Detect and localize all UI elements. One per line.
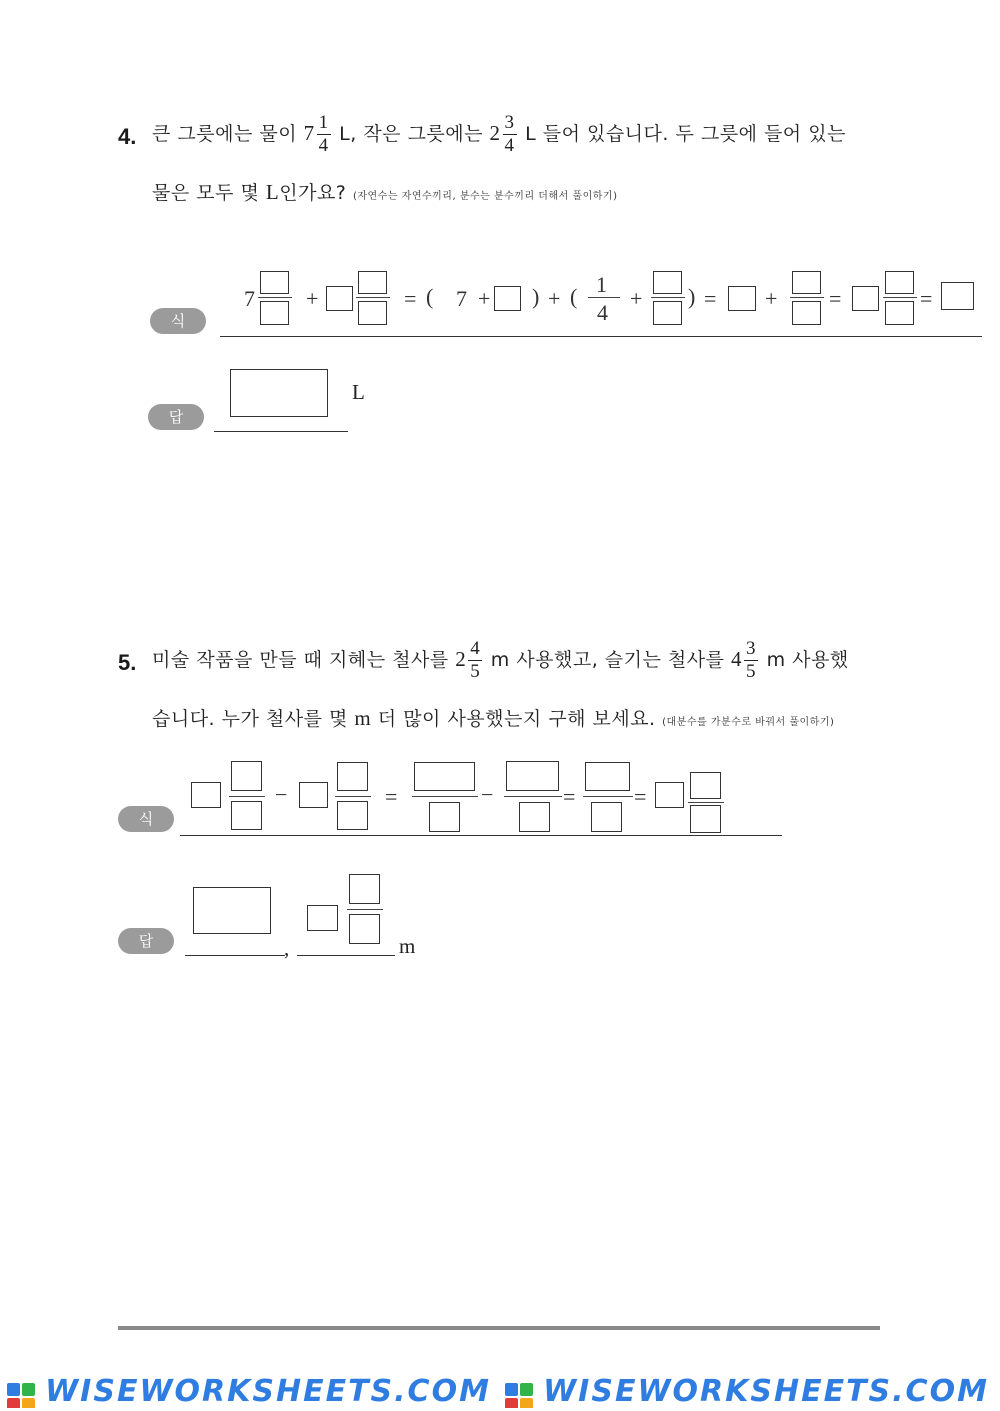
q5-final-fraction-bar: [347, 909, 383, 910]
q5-den-b: 5: [746, 661, 757, 682]
question-4-line-1: [152, 112, 846, 157]
q4-equals-4: =: [920, 286, 933, 311]
q4-whole-a: 7: [303, 121, 315, 145]
q4-den-a: 4: [318, 135, 329, 156]
q4-eq-frac-den: 4: [597, 300, 608, 325]
q4-text-b: L 들어 있습니다. 두 그릇에 들어 있는: [525, 123, 846, 145]
q5-answer-box-6-num[interactable]: [690, 772, 721, 799]
question-5-number: 5.: [118, 650, 137, 675]
q5-formula-line: [180, 835, 782, 836]
q5-answer-box-1-den[interactable]: [231, 801, 262, 830]
q5-answer-line-2: [297, 955, 395, 956]
q5-fraction-bar-1: [229, 796, 265, 797]
wise-logo-icon: [504, 1382, 534, 1409]
q4-inner-seven: 7: [456, 286, 467, 311]
q5-answer-box-6-whole[interactable]: [655, 782, 684, 808]
q5-minus-2: −: [481, 782, 494, 807]
q4-fraction-b: [503, 112, 517, 157]
q5-answer-box-4-den[interactable]: [519, 802, 550, 832]
footer-brand-1: [6, 1374, 500, 1408]
q4-num-a: 1: [318, 112, 329, 133]
q5-fraction-bar-4: [504, 796, 562, 797]
q4-plus-3: +: [548, 286, 561, 311]
q4-answer-box-2-num[interactable]: [358, 271, 387, 294]
q4-fraction-bar-1: [258, 297, 292, 298]
q5-equals-2: =: [563, 784, 576, 809]
q4-final-answer-box[interactable]: [230, 369, 328, 417]
q5-answer-box-4-num[interactable]: [506, 761, 559, 791]
q4-line2-unit: L: [265, 180, 280, 204]
q5-fraction-bar-5: [583, 796, 633, 797]
q4-fraction-bar-4: [651, 297, 685, 298]
q4-answer-box-4-num[interactable]: [653, 271, 682, 294]
q4-answer-box-7-whole[interactable]: [852, 286, 879, 311]
q4-formula-label: 식: [150, 308, 206, 334]
q5-answer-box-5-den[interactable]: [591, 802, 622, 832]
q4-den-b: 4: [504, 135, 515, 156]
q4-fraction-bar-7: [883, 297, 917, 298]
q4-unit-a: L, 작은 그릇에는: [339, 123, 483, 145]
q4-equals-2: =: [704, 286, 717, 311]
q4-fraction-bar-2: [356, 297, 390, 298]
q5-num-a: 4: [470, 638, 481, 659]
q4-close-paren-1: ): [532, 284, 540, 309]
q5-answer-box-3-num[interactable]: [414, 762, 475, 791]
q5-answer-line-1: [185, 955, 285, 956]
q4-answer-box-2-whole[interactable]: [326, 286, 353, 311]
q5-minus-1: −: [275, 782, 288, 807]
q5-line2-unit: m: [354, 706, 372, 730]
footer-rule: [118, 1326, 880, 1330]
q4-answer-box-4-den[interactable]: [653, 301, 682, 325]
q5-formula-label: 식: [118, 806, 174, 832]
q5-final-answer-den-box[interactable]: [349, 914, 380, 944]
q4-plus-2: +: [478, 286, 491, 311]
q4-answer-box-7-den[interactable]: [885, 301, 914, 325]
q5-answer-box-5-num[interactable]: [585, 762, 630, 791]
q5-answer-unit: m: [399, 934, 416, 958]
q4-line2-end: 인가요?: [279, 182, 347, 204]
q5-answer-comma: ,: [284, 936, 290, 960]
footer-brand-2: [504, 1374, 998, 1408]
q4-equals-1: =: [404, 286, 417, 311]
q4-whole-b: 2: [489, 121, 501, 145]
q4-answer-box-6-num[interactable]: [792, 271, 821, 294]
q4-close-paren-2: ): [688, 284, 696, 309]
q5-whole-b: 4: [731, 647, 743, 671]
q4-eq-frac-num: 1: [596, 272, 607, 297]
q4-open-paren-2: (: [570, 284, 578, 309]
q4-text-a: 큰 그릇에는 물이: [152, 123, 298, 145]
q5-equals-3: =: [634, 784, 647, 809]
q5-text-b: m 사용했고, 슬기는 철사를: [490, 649, 725, 671]
q4-eq-seven: 7: [244, 286, 255, 311]
q5-fraction-bar-3: [412, 796, 478, 797]
question-4-number: 4.: [118, 124, 137, 149]
q4-answer-box-1-den[interactable]: [260, 301, 289, 325]
q4-answer-box-8[interactable]: [941, 282, 974, 310]
q5-line2-end: 더 많이 사용했는지 구해 보세요.: [377, 708, 656, 730]
q4-fraction-bar-6: [790, 297, 824, 298]
q5-answer-box-3-den[interactable]: [429, 802, 460, 832]
q5-den-a: 5: [470, 661, 481, 682]
q4-answer-unit: L: [352, 380, 365, 404]
q4-num-b: 3: [504, 112, 515, 133]
footer-brand-text-1: WISEWORKSHEETS.COM: [45, 1374, 491, 1408]
q5-answer-box-6-den[interactable]: [690, 805, 721, 833]
q4-plus-4: +: [630, 286, 643, 311]
wise-logo-icon: [6, 1382, 36, 1409]
q5-fraction-bar-6: [688, 802, 724, 803]
q5-final-answer-whole-box[interactable]: [307, 905, 338, 931]
q4-fraction-a: [317, 112, 331, 157]
q4-answer-box-5[interactable]: [728, 286, 756, 311]
q4-answer-box-2-den[interactable]: [358, 301, 387, 325]
q4-formula-line: [220, 336, 982, 337]
q5-equals-1: =: [385, 784, 398, 809]
footer-brand-text-2: WISEWORKSHEETS.COM: [543, 1374, 989, 1408]
q5-fraction-b: [744, 638, 758, 683]
question-4-line-2: [152, 178, 618, 205]
q4-eq-frac-bar: [588, 297, 620, 298]
q5-answer-box-1-whole[interactable]: [191, 782, 221, 808]
q4-answer-box-1-num[interactable]: [260, 271, 289, 294]
q4-equals-3: =: [829, 286, 842, 311]
q4-line2: 물은 모두 몇: [152, 182, 260, 204]
q5-fraction-bar-2: [335, 796, 371, 797]
q4-answer-box-6-den[interactable]: [792, 301, 821, 325]
question-5-line-1: [152, 638, 849, 683]
q5-final-answer-name-box[interactable]: [193, 887, 271, 934]
q5-line2: 습니다. 누가 철사를 몇: [152, 708, 348, 730]
q5-text-c: m 사용했: [766, 649, 849, 671]
q5-num-b: 3: [746, 638, 757, 659]
q4-plus-1: +: [306, 286, 319, 311]
q4-answer-box-7-num[interactable]: [885, 271, 914, 294]
q4-open-paren-1: (: [426, 284, 434, 309]
q4-answer-label: 답: [148, 404, 204, 430]
q5-answer-label: 답: [118, 928, 174, 954]
q5-text-a: 미술 작품을 만들 때 지혜는 철사를: [152, 649, 449, 671]
q5-answer-box-2-whole[interactable]: [299, 782, 328, 808]
q5-answer-box-1-num[interactable]: [231, 761, 262, 791]
q5-hint: (대분수를 가분수로 바꿔서 풀이하기): [662, 717, 835, 728]
q4-answer-box-3[interactable]: [494, 286, 521, 311]
q4-plus-5: +: [765, 286, 778, 311]
q4-hint: (자연수는 자연수끼리, 분수는 분수끼리 더해서 풀이하기): [352, 191, 618, 202]
q5-fraction-a: [468, 638, 482, 683]
q5-answer-box-2-den[interactable]: [337, 801, 368, 830]
q5-answer-box-2-num[interactable]: [337, 762, 368, 791]
q5-whole-a: 2: [455, 647, 467, 671]
q5-final-answer-num-box[interactable]: [349, 874, 380, 904]
q4-answer-line: [214, 431, 348, 432]
question-5-line-2: [152, 704, 834, 731]
